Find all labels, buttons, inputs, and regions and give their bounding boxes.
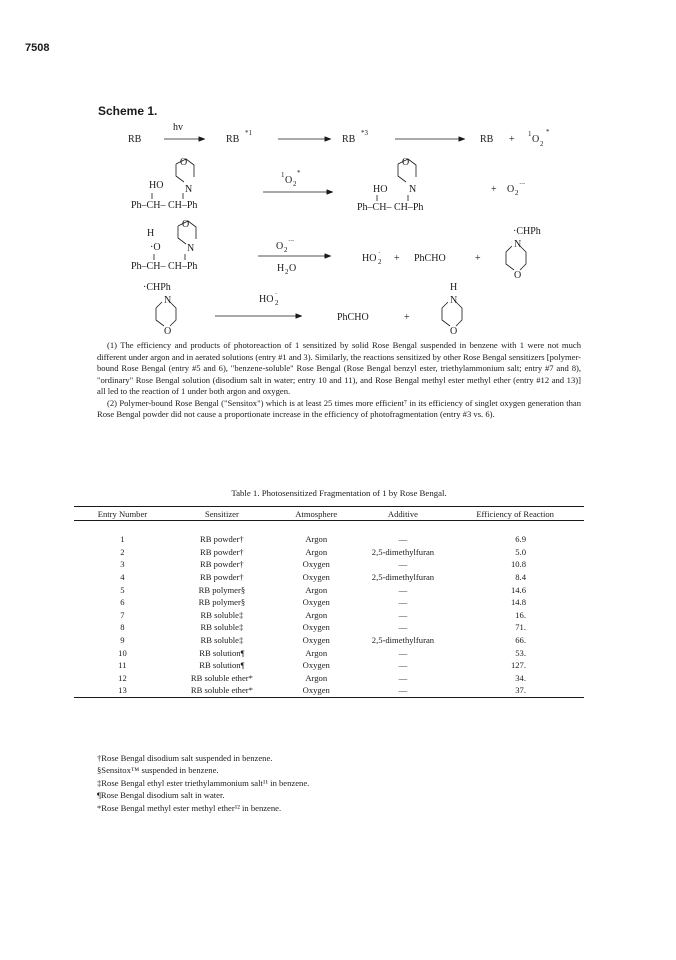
- ring6-n: N: [450, 295, 458, 306]
- cell-efficiency: 14.6: [510, 584, 526, 595]
- plus-5: +: [404, 312, 410, 323]
- footnote-asterisk: *Rose Bengal methyl ester methyl ether¹² in benzene.: [97, 802, 282, 813]
- ring3-n: N: [187, 243, 195, 254]
- header-sensitizer: Sensitizer: [171, 507, 273, 521]
- cell-additive: 2,5-dimethylfuran: [371, 572, 435, 583]
- scheme-title: Scheme 1.: [98, 104, 158, 118]
- singlet-o2-sup: 1: [528, 130, 532, 138]
- ring2-o: O: [402, 157, 410, 168]
- ring4-o: O: [514, 270, 522, 281]
- cell-efficiency: 6.9: [515, 534, 526, 545]
- header-efficiency: Efficiency of Reaction: [446, 507, 584, 521]
- rb-singlet-sup: *1: [245, 129, 252, 137]
- footnotes: [97, 752, 581, 814]
- rb-ground-label: RB: [480, 134, 494, 145]
- cell-efficiency: 10.8: [510, 559, 526, 570]
- footnote-dagger: †Rose Bengal disodium salt suspended in benzene.: [97, 753, 273, 763]
- hydroperoxyl-1-sup: ·: [378, 249, 381, 257]
- plus-4: +: [475, 253, 481, 264]
- cell-additive: —: [398, 672, 408, 683]
- cell-sensitizer: RB powder†: [200, 572, 244, 583]
- table-row: [74, 659, 584, 672]
- scheme-row-4: [143, 282, 462, 337]
- cell-efficiency: 37.: [446, 684, 584, 697]
- superoxide-sub: 2: [515, 189, 519, 197]
- footnote-double-dagger: ‡Rose Bengal ethyl ester triethylammonium salt¹¹ in benzene.: [97, 777, 310, 788]
- singlet-o2-star: *: [546, 128, 550, 136]
- ring2-ho: HO: [373, 184, 388, 195]
- reagent-2-top: O: [276, 241, 284, 252]
- cell-efficiency: 14.8: [510, 597, 526, 608]
- reagent-1: O: [285, 175, 293, 186]
- reagent-2-top-sup: ·−: [288, 237, 295, 245]
- singlet-o2-sub: 2: [540, 140, 544, 148]
- reagent-1-sup: 1: [281, 171, 285, 179]
- cell-atmosphere: Oxygen: [302, 635, 330, 646]
- cell-entry-number: 7: [120, 609, 125, 620]
- cell-sensitizer: RB powder†: [200, 546, 244, 557]
- plus-3: +: [394, 253, 400, 264]
- cell-efficiency: 71.: [515, 622, 526, 633]
- cell-entry-number: 12: [118, 672, 127, 683]
- rb-singlet-label: RB: [226, 134, 240, 145]
- cell-additive: —: [398, 622, 408, 633]
- ring3-o: O: [182, 219, 190, 230]
- cell-sensitizer: RB soluble ether*: [171, 684, 273, 697]
- reagent-2-bottom-sub: 2: [285, 268, 289, 276]
- cell-sensitizer: RB polymer§: [198, 597, 246, 608]
- reagent-3: HO: [259, 294, 274, 305]
- footnote-pilcrow: ¶Rose Bengal disodium salt in water.: [97, 790, 225, 801]
- cell-entry-number: 1: [120, 534, 125, 545]
- ring2-n: N: [409, 184, 417, 195]
- cell-atmosphere: Argon: [305, 609, 328, 620]
- table-row: [74, 533, 584, 546]
- results-table: [74, 506, 584, 698]
- cell-sensitizer: RB solution¶: [199, 647, 245, 658]
- cell-efficiency: 8.4: [515, 572, 526, 583]
- cell-atmosphere: Argon: [305, 647, 328, 658]
- scheme-row-2: [131, 157, 525, 213]
- table-row: [74, 596, 584, 609]
- cell-sensitizer: RB soluble ether*: [190, 672, 253, 683]
- reagent-2-top-sub: 2: [284, 246, 288, 254]
- hydroperoxyl-1: HO: [362, 253, 377, 264]
- header-atmosphere: Atmosphere: [273, 507, 360, 521]
- benzaldehyde-1: PhCHO: [414, 253, 446, 264]
- cell-sensitizer: RB solution¶: [199, 660, 245, 671]
- reagent-3-sub: 2: [275, 299, 279, 307]
- cell-entry-number: 13: [74, 684, 171, 697]
- reagent-1-star: *: [297, 169, 301, 177]
- reaction-scheme: [0, 0, 676, 340]
- cell-atmosphere: Oxygen: [302, 597, 330, 608]
- table-row: [74, 571, 584, 584]
- cell-sensitizer: RB polymer§: [198, 584, 246, 595]
- cell-entry-number: 8: [120, 622, 125, 633]
- rb-label: RB: [128, 134, 142, 145]
- reagent-2-bottom-tail: O: [289, 263, 297, 274]
- cell-atmosphere: Oxygen: [302, 622, 330, 633]
- cell-entry-number: 3: [120, 559, 125, 570]
- cell-atmosphere: Argon: [305, 584, 328, 595]
- chain-1: Ph–CH– CH–Ph: [131, 200, 198, 211]
- table-header-row: [74, 507, 584, 521]
- cell-atmosphere: Argon: [305, 534, 328, 545]
- reagent-1-sub: 2: [293, 180, 297, 188]
- cell-additive: —: [398, 584, 408, 595]
- paragraph-1: (1) The efficiency and products of photoreaction of 1 sensitized by solid Rose Bengal suspended in benzene with 1 were not much different under argon and in aerated solutions (entry #1 and 3). Similarly, the reactions sensitized by other Rose Bengal sensitizers [polymer-bound Rose Bengal (entry #5 and 6), "benzene-soluble" Rose Bengal (Rose Bengal benzyl ester, triethylammonium salt; entry #7 and 8), "ordinary" Rose Bengal solution (disodium salt in water; entry 10 and 11), and Rose Bengal methyl ester methyl ether (entry #12 and 13)] all led to the reaction of 1 under both argon and oxygen.: [97, 340, 581, 396]
- table-row: [74, 558, 584, 571]
- body-text: [97, 340, 581, 421]
- cell-efficiency: 127.: [510, 660, 526, 671]
- benzaldehyde-2: PhCHO: [337, 312, 369, 323]
- plus-1: +: [509, 134, 515, 145]
- cell-additive: 2,5-dimethylfuran: [371, 546, 435, 557]
- ring3-h: H: [147, 228, 155, 239]
- cell-sensitizer: RB powder†: [200, 534, 244, 545]
- cell-additive: —: [398, 559, 408, 570]
- superoxide-label: O: [507, 184, 515, 195]
- cell-additive: 2,5-dimethylfuran: [371, 635, 435, 646]
- ring5-o: O: [164, 326, 172, 337]
- ring6-o: O: [450, 326, 458, 337]
- cell-efficiency: 34.: [515, 672, 526, 683]
- table-row: [74, 684, 584, 697]
- footnote-section: §Sensitox™ suspended in benzene.: [97, 765, 219, 776]
- ring5-n: N: [164, 295, 172, 306]
- ring3-o-radical: ·O: [150, 242, 161, 253]
- cell-atmosphere: Oxygen: [302, 660, 330, 671]
- header-additive: Additive: [360, 507, 447, 521]
- cell-additive: —: [398, 660, 408, 671]
- singlet-o2-label: O: [532, 134, 540, 145]
- cell-atmosphere: Argon: [305, 672, 328, 683]
- benzylidene-radical-1: ·CHPh: [513, 226, 541, 237]
- superoxide-sup: ·−: [519, 180, 526, 188]
- cell-entry-number: 11: [118, 660, 127, 671]
- rb-triplet-label: RB: [342, 134, 356, 145]
- cell-entry-number: 10: [118, 647, 127, 658]
- ring1-ho: HO: [149, 180, 164, 191]
- ring1-n: N: [185, 184, 193, 195]
- reagent-3-sup: ·: [275, 290, 278, 298]
- chain-2: Ph–CH– CH–Ph: [357, 202, 424, 213]
- cell-entry-number: 4: [120, 572, 125, 583]
- cell-entry-number: 6: [120, 597, 125, 608]
- cell-sensitizer: RB soluble‡: [200, 609, 244, 620]
- cell-efficiency: 5.0: [515, 546, 526, 557]
- cell-atmosphere: Oxygen: [302, 572, 330, 583]
- table-row: [74, 546, 584, 559]
- cell-additive: —: [398, 647, 408, 658]
- hydroperoxyl-1-sub: 2: [378, 258, 382, 266]
- table-row: [74, 646, 584, 659]
- table-row: [74, 621, 584, 634]
- table-caption: Table 1. Photosensitized Fragmentation of 1 by Rose Bengal.: [231, 488, 447, 498]
- cell-additive: —: [398, 597, 408, 608]
- cell-atmosphere: Oxygen: [302, 559, 330, 570]
- ring4-n: N: [514, 239, 522, 250]
- cell-entry-number: 5: [120, 584, 125, 595]
- table-row: [74, 609, 584, 622]
- cell-efficiency: 53.: [515, 647, 526, 658]
- page-number: 7508: [25, 42, 50, 54]
- benzylidene-radical-2: ·CHPh: [143, 282, 171, 293]
- rb-triplet-sup: *3: [361, 129, 368, 137]
- morpholine-h: H: [450, 282, 458, 293]
- cell-entry-number: 9: [120, 635, 125, 646]
- ring1-o: O: [180, 157, 188, 168]
- cell-atmosphere: Oxygen: [273, 684, 360, 697]
- cell-additive: —: [398, 534, 408, 545]
- cell-entry-number: 2: [120, 546, 125, 557]
- table-row: [74, 583, 584, 596]
- chain-3: Ph–CH– CH–Ph: [131, 261, 198, 272]
- plus-2: +: [491, 184, 497, 195]
- cell-atmosphere: Argon: [305, 546, 328, 557]
- hv-label: hv: [173, 122, 183, 133]
- table-row: [74, 634, 584, 647]
- paragraph-2: (2) Polymer-bound Rose Bengal ("Sensitox") which is at least 25 times more efficient⁷ in its efficiency of singlet oxygen generation than Rose Bengal powder did not cause a proportionate increase in the efficiency of photofragmentation (entry #3 vs. 6).: [97, 397, 581, 419]
- scheme-row-3: [131, 219, 541, 281]
- reagent-2-bottom: H: [277, 263, 285, 274]
- cell-sensitizer: RB powder†: [200, 559, 244, 570]
- table-row: [74, 672, 584, 685]
- cell-sensitizer: RB soluble‡: [200, 622, 244, 633]
- cell-additive: —: [360, 684, 447, 697]
- cell-efficiency: 66.: [515, 635, 526, 646]
- cell-sensitizer: RB soluble‡: [200, 635, 244, 646]
- header-entry-number: Entry Number: [74, 507, 171, 521]
- scheme-row-1: [128, 122, 550, 148]
- cell-additive: —: [398, 609, 408, 620]
- cell-efficiency: 16.: [515, 609, 526, 620]
